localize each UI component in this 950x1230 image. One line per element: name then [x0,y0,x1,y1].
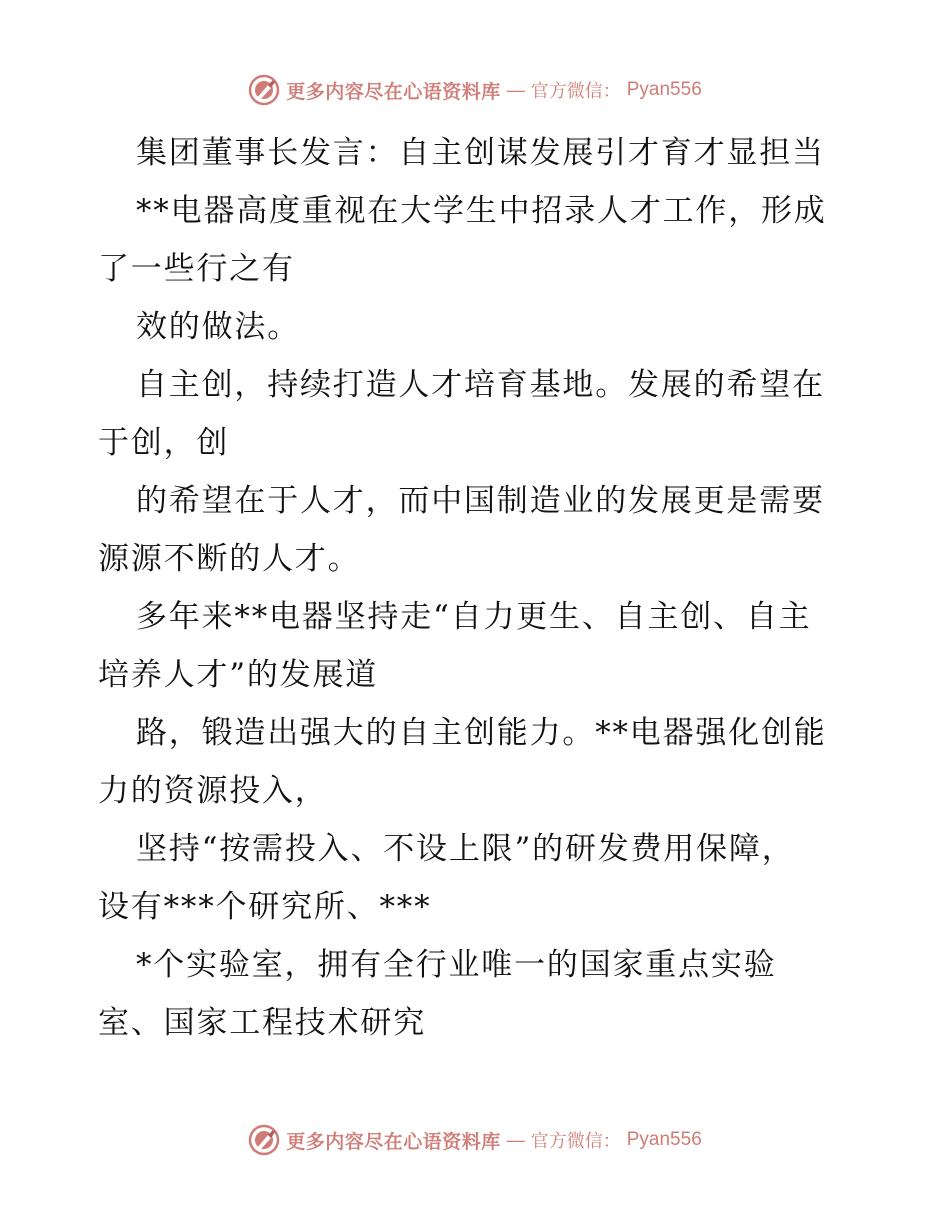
document-body [98,124,858,1052]
contact-id: Pyan556 [626,79,702,100]
paragraph-line: 室、国家工程技术研究 [98,1005,426,1041]
brand-text: 更多内容尽在心语资料库 [286,1130,501,1153]
pen-nib-logo-icon [248,74,280,106]
paragraph-line: 自主创，持续打造人才培育基地。发展的希望在 [136,367,825,403]
contact-label: 官方微信： [530,81,621,102]
contact-id: Pyan556 [626,1129,702,1150]
paragraph-line: **电器高度重视在大学生中招录人才工作，形成 [136,193,827,229]
contact-label: 官方微信： [530,1131,621,1152]
paragraph-line: 了一些行之有 [98,251,295,287]
header-banner [0,70,950,110]
footer-banner [0,1120,950,1160]
banner-separator: — [506,79,525,100]
title-line: 集团董事长发言：自主创谋发展引才育才显担当 [136,135,825,171]
banner-separator: — [506,1129,525,1150]
paragraph-line: 坚持“按需投入、不设上限”的研发费用保障， [136,831,795,867]
paragraph-line: 效的做法。 [136,309,300,345]
brand-text: 更多内容尽在心语资料库 [286,80,501,103]
paragraph-line: 培养人才”的发展道 [98,657,379,693]
pen-nib-logo-icon [248,1124,280,1156]
paragraph-line: 路，锻造出强大的自主创能力。**电器强化创能 [136,715,827,751]
paragraph-line: 设有***个研究所、*** [98,889,432,925]
paragraph-line: 的希望在于人才，而中国制造业的发展更是需要 [136,483,825,519]
paragraph-line: 力的资源投入， [98,773,328,809]
paragraph-line: *个实验室，拥有全行业唯一的国家重点实验 [136,947,777,983]
paragraph-line: 多年来**电器坚持走“自力更生、自主创、自主 [136,599,812,635]
paragraph-line: 源源不断的人才。 [98,541,361,577]
paragraph-line: 于创，创 [98,425,230,461]
